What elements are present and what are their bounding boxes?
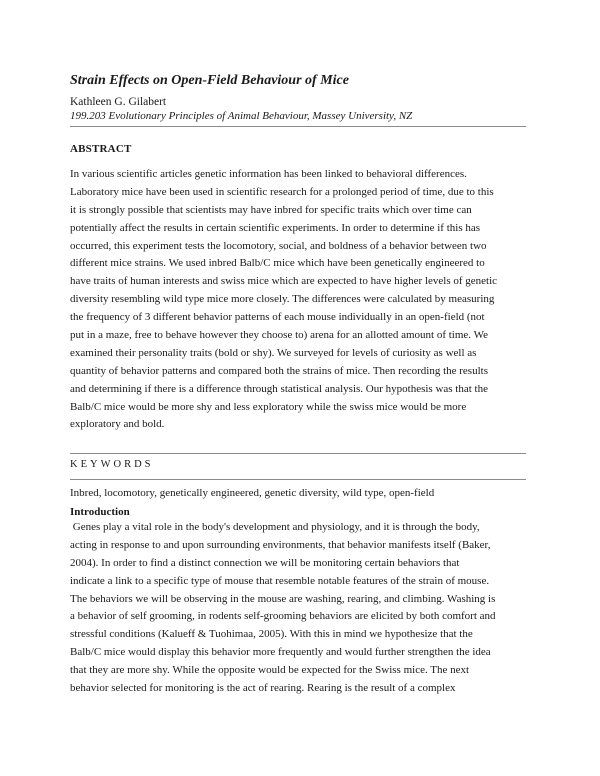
abstract-line: it is strongly possible that scientists may have inbred for specific traits which over time can [70,203,472,216]
abstract-line: Laboratory mice have been used in scientific research for a prolonged period of time, due to this [70,185,494,198]
header-divider [70,126,526,127]
introduction-line: 2004). In order to find a distinct connection we will be monitoring certain behaviors that [70,556,460,569]
abstract-line: quantity of behavior patterns and compared both the strains of mice. Then recording the results [70,364,488,377]
abstract-line: put in a maze, free to behave however they choose to) arena for an allotted amount of time. We [70,329,488,342]
introduction-line: indicate a link to a specific type of mouse that resemble notable features of the strain of mouse. [70,574,490,587]
abstract-line: In various scientific articles genetic information has been linked to behavioral differences. [70,168,467,180]
author-name: Kathleen G. Gilabert [70,96,167,108]
abstract-line: different mice strains. We used inbred Balb/C mice which have been genetically engineered to [70,257,485,270]
introduction-line: Genes play a vital role in the body's development and physiology, and it is through the body, [70,521,480,533]
keywords-heading: KEYWORDS [70,459,154,470]
abstract-body [70,166,540,434]
keywords-top-divider [70,453,526,454]
keywords-bottom-divider [70,479,526,480]
abstract-line: occurred, this experiment tests the locomotory, social, and boldness of a behavior between two [70,239,487,252]
keywords-list: Inbred, locomotory, genetically engineered, genetic diversity, wild type, open-field [70,487,435,499]
abstract-line: the frequency of 3 different behavior patterns of each mouse individually in an open-field (not [70,311,485,324]
abstract-line: diversity resembling wild type mice more closely. The differences were calculated by measuring [70,293,495,306]
introduction-line: Balb/C mice would display this behavior more frequently and would further strengthen the idea [70,646,491,659]
paper-title: Strain Effects on Open-Field Behaviour of Mice [70,73,349,88]
introduction-heading: Introduction [70,506,130,518]
introduction-line: The behaviors we will be observing in the mouse are washing, rearing, and climbing. Washing is [70,592,496,605]
abstract-line: have traits of human interests and swiss mice which are expected to have higher levels of genetic [70,275,498,288]
abstract-line: potentially affect the results in certain scientific experiments. In order to determine if this has [70,221,481,234]
abstract-heading: ABSTRACT [70,143,132,155]
abstract-line: and determining if there is a difference through statistical analysis. Our hypothesis was that the [70,382,488,395]
author-affiliation: 199.203 Evolutionary Principles of Animal Behaviour, Massey University, NZ [70,110,413,122]
introduction-line: that they are more shy. While the opposite would be expected for the Swiss mice. The next [70,664,470,677]
abstract-line: examined their personality traits (bold or shy). We surveyed for levels of curiosity as well as [70,346,477,359]
introduction-body [70,519,540,698]
introduction-line: stressful conditions (Kalueff & Tuohimaa, 2005). With this in mind we hypothesize that the [70,628,473,641]
abstract-line: exploratory and bold. [70,418,165,431]
introduction-line: acting in response to and upon surrounding environments, that behavior manifests itself (Baker, [70,538,491,551]
introduction-line: behavior selected for monitoring is the act of rearing. Rearing is the result of a complex [70,682,456,695]
abstract-line: Balb/C mice would be more shy and less exploratory while the swiss mice would be more [70,400,467,413]
introduction-line: a behavior of self grooming, in rodents self-grooming behaviors are elicited by both comfort and [70,610,496,623]
